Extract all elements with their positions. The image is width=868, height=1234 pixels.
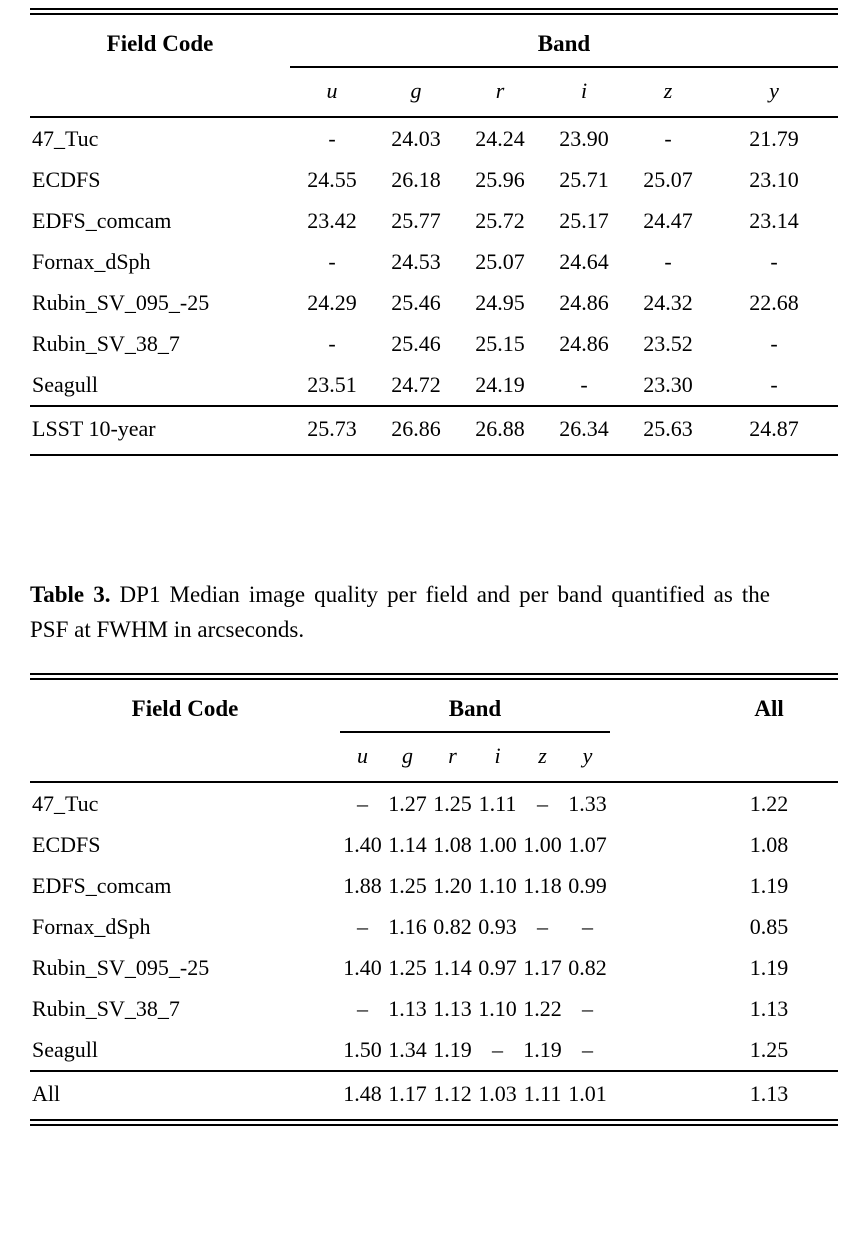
table-row	[30, 824, 838, 865]
value-cell: –	[357, 996, 368, 1021]
summary-value-cell: 1.03	[475, 1071, 520, 1123]
table-row	[30, 200, 838, 241]
value-cell: 1.13	[433, 996, 472, 1021]
value-cell: 1.40	[343, 832, 382, 857]
caption-label: Table 3.	[30, 582, 111, 607]
all-value-cell: 0.85	[749, 914, 789, 939]
field-code-cell: EDFS_comcam	[32, 208, 172, 233]
value-cell: -	[770, 372, 778, 397]
field-code-header: Field Code	[30, 677, 340, 783]
summary-value-cell: 25.63	[626, 406, 710, 455]
value-cell: -	[328, 126, 336, 151]
table-row	[30, 988, 838, 1029]
summary-value-cell: 26.88	[458, 406, 542, 455]
all-value-cell: 1.19	[749, 873, 789, 898]
value-cell: 1.22	[523, 996, 562, 1021]
summary-value-cell: 1.01	[565, 1071, 610, 1123]
field-code-cell: ECDFS	[32, 167, 101, 192]
field-code-cell: Seagull	[32, 1037, 98, 1062]
value-cell: 24.86	[559, 290, 609, 315]
band-letter-header: g	[385, 732, 430, 782]
value-cell: 21.79	[749, 126, 799, 151]
summary-row	[30, 406, 838, 455]
band-letter-header: z	[520, 732, 565, 782]
value-cell: –	[357, 914, 368, 939]
value-cell: 24.53	[391, 249, 441, 274]
value-cell: –	[582, 1037, 594, 1062]
all-value-cell: 1.22	[749, 791, 789, 816]
field-code-cell: Fornax_dSph	[32, 914, 151, 939]
value-cell: 24.24	[475, 126, 525, 151]
table-row	[30, 117, 838, 159]
value-cell: 1.20	[433, 873, 472, 898]
value-cell: 24.86	[559, 331, 609, 356]
value-cell: 1.25	[388, 873, 427, 898]
table-row	[30, 782, 838, 824]
value-cell: 24.72	[391, 372, 441, 397]
field-code-header: Field Code	[30, 12, 290, 118]
value-cell: 0.97	[478, 955, 517, 980]
band-letter-header: y	[565, 732, 610, 782]
value-cell: 1.11	[478, 791, 517, 816]
value-cell: 1.14	[433, 955, 472, 980]
field-code-cell: 47_Tuc	[32, 126, 99, 151]
value-cell: 1.34	[388, 1037, 427, 1062]
value-cell: -	[664, 249, 672, 274]
table-caption	[30, 578, 770, 647]
value-cell: -	[328, 331, 336, 356]
value-cell: 24.32	[643, 290, 693, 315]
value-cell: 25.96	[475, 167, 525, 192]
all-header: All	[610, 677, 838, 783]
summary-value-cell: 25.73	[290, 406, 374, 455]
value-cell: 24.55	[307, 167, 357, 192]
band-letter-header: g	[374, 67, 458, 117]
psf-table	[30, 673, 838, 1126]
value-cell: –	[492, 1037, 503, 1062]
header-row	[30, 12, 838, 68]
value-cell: -	[770, 249, 778, 274]
field-code-cell: Rubin_SV_38_7	[32, 331, 180, 356]
all-value-cell: 1.19	[749, 955, 789, 980]
summary-value-cell: 26.86	[374, 406, 458, 455]
summary-field-cell: LSST 10-year	[30, 406, 290, 455]
summary-value-cell: 1.48	[340, 1071, 385, 1123]
field-code-cell: Rubin_SV_095_-25	[32, 955, 210, 980]
value-cell: 24.64	[559, 249, 609, 274]
value-cell: 25.17	[559, 208, 609, 233]
band-header: Band	[340, 677, 610, 733]
value-cell: 1.50	[343, 1037, 382, 1062]
value-cell: 1.40	[343, 955, 382, 980]
all-value-cell: 1.13	[749, 996, 789, 1021]
value-cell: 1.07	[568, 832, 607, 857]
value-cell: 23.51	[307, 372, 357, 397]
summary-all-cell: 1.13	[610, 1071, 838, 1123]
value-cell: 1.10	[478, 996, 517, 1021]
band-letter-header: u	[340, 732, 385, 782]
value-cell: 1.25	[388, 955, 427, 980]
band-letter-header: r	[458, 67, 542, 117]
table-row	[30, 906, 838, 947]
band-letter-header: i	[542, 67, 626, 117]
value-cell: 23.90	[559, 126, 609, 151]
value-cell: 25.71	[559, 167, 609, 192]
value-cell: 25.15	[475, 331, 525, 356]
value-cell: 1.14	[388, 832, 427, 857]
value-cell: 1.18	[523, 873, 562, 898]
value-cell: 25.07	[475, 249, 525, 274]
value-cell: 25.72	[475, 208, 525, 233]
field-code-cell: ECDFS	[32, 832, 101, 857]
value-cell: -	[328, 249, 336, 274]
psf-table-body	[30, 782, 838, 1071]
value-cell: -	[770, 331, 778, 356]
psf-table-footer	[30, 1071, 838, 1123]
value-cell: 25.46	[391, 290, 441, 315]
table-row	[30, 241, 838, 282]
summary-row	[30, 1071, 838, 1123]
value-cell: 22.68	[749, 290, 799, 315]
table-row	[30, 364, 838, 406]
value-cell: 24.03	[391, 126, 441, 151]
value-cell: 25.77	[391, 208, 441, 233]
value-cell: 1.00	[478, 832, 517, 857]
value-cell: 0.99	[568, 873, 607, 898]
header-row	[30, 677, 838, 733]
depth-table-footer	[30, 406, 838, 455]
depth-table-header	[30, 12, 838, 118]
field-code-cell: Fornax_dSph	[32, 249, 151, 274]
caption-text: DP1 Median image quality per field and per band quantified as the PSF at FWHM in arcseconds.	[30, 582, 770, 642]
table-row	[30, 282, 838, 323]
value-cell: 1.25	[433, 791, 472, 816]
table-row	[30, 947, 838, 988]
table-row	[30, 323, 838, 364]
band-letter-header: u	[290, 67, 374, 117]
value-cell: 0.82	[433, 914, 472, 939]
band-letter-header: z	[626, 67, 710, 117]
value-cell: 0.93	[478, 914, 517, 939]
value-cell: -	[664, 126, 672, 151]
all-value-cell: 1.25	[749, 1037, 789, 1062]
value-cell: 1.33	[568, 791, 607, 816]
value-cell: 24.29	[307, 290, 357, 315]
band-header: Band	[290, 12, 838, 68]
band-letter-header: r	[430, 732, 475, 782]
field-code-cell: Rubin_SV_38_7	[32, 996, 180, 1021]
value-cell: 1.08	[433, 832, 472, 857]
band-letter-header: i	[475, 732, 520, 782]
value-cell: 1.88	[343, 873, 382, 898]
value-cell: –	[537, 914, 548, 939]
table-row	[30, 865, 838, 906]
value-cell: 1.27	[388, 791, 427, 816]
value-cell: 26.18	[391, 167, 441, 192]
value-cell: –	[582, 996, 594, 1021]
psf-table-header	[30, 677, 838, 783]
value-cell: 24.95	[475, 290, 525, 315]
depth-table	[30, 8, 838, 456]
summary-field-cell: All	[30, 1071, 340, 1123]
value-cell: 0.82	[568, 955, 607, 980]
value-cell: 1.16	[388, 914, 427, 939]
value-cell: 1.13	[388, 996, 427, 1021]
field-code-cell: Rubin_SV_095_-25	[32, 290, 210, 315]
value-cell: -	[580, 372, 588, 397]
field-code-cell: EDFS_comcam	[32, 873, 172, 898]
value-cell: 1.19	[433, 1037, 472, 1062]
depth-table-body	[30, 117, 838, 406]
value-cell: –	[582, 914, 594, 939]
value-cell: 23.52	[643, 331, 693, 356]
value-cell: 1.00	[523, 832, 562, 857]
field-code-cell: 47_Tuc	[32, 791, 99, 816]
value-cell: 1.19	[523, 1037, 562, 1062]
field-code-cell: Seagull	[32, 372, 98, 397]
value-cell: 23.10	[749, 167, 799, 192]
summary-value-cell: 1.11	[520, 1071, 565, 1123]
value-cell: 23.42	[307, 208, 357, 233]
value-cell: 23.30	[643, 372, 693, 397]
value-cell: 25.07	[643, 167, 693, 192]
summary-value-cell: 1.17	[385, 1071, 430, 1123]
table-row	[30, 159, 838, 200]
value-cell: 23.14	[749, 208, 799, 233]
summary-value-cell: 24.87	[710, 406, 838, 455]
all-value-cell: 1.08	[749, 832, 789, 857]
value-cell: 25.46	[391, 331, 441, 356]
table-row	[30, 1029, 838, 1071]
value-cell: –	[537, 791, 548, 816]
value-cell: 24.19	[475, 372, 525, 397]
value-cell: 1.17	[523, 955, 562, 980]
summary-value-cell: 1.12	[430, 1071, 475, 1123]
summary-value-cell: 26.34	[542, 406, 626, 455]
value-cell: 24.47	[643, 208, 693, 233]
band-letter-header: y	[710, 67, 838, 117]
value-cell: 1.10	[478, 873, 517, 898]
value-cell: –	[357, 791, 368, 816]
